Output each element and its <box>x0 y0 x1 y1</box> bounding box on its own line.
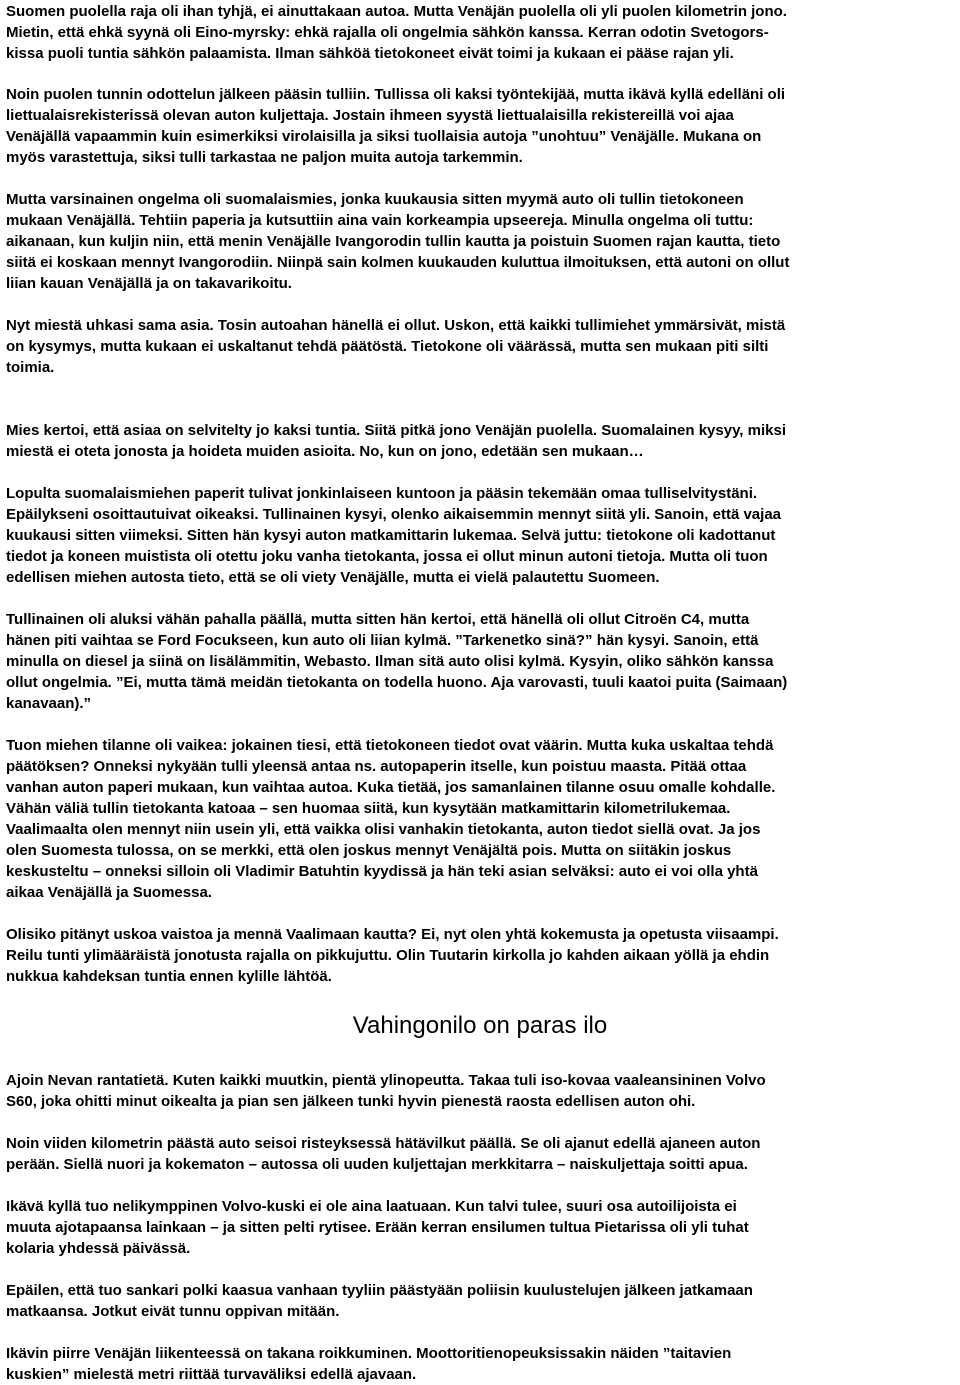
paragraph-11: Noin viiden kilometrin päästä auto seisoi risteyksessä hätävilkut päällä. Se oli ajanut edellä ajaneen auton perään. Siellä nuori ja kokematon – autossa oli uuden kuljettajan merkkitarra – naiskuljettaja soitti apua. <box>6 1135 761 1173</box>
paragraph-8: Tuon miehen tilanne oli vaikea: jokainen tiesi, että tietokoneen tiedot ovat väärin. Mutta kuka uskaltaa tehdä päätöksen? Onneksi nykyään tulli yleensä antaa ns. autopaperin itselle, kun poistuu maasta. Pitää ottaa vanhan auton paperi mukaan, kun vaihtaa autoa. Kuka tietää, jos samanlainen tilanne osuu omalle kohdalle. Vähän väliä tullin tietokanta katoaa – sen huomaa siitä, kun kysytään matkamittarin kilometrilukemaa. Vaalimaalta olen mennyt niin usein yli, että vaikka olisi vanhakin tietokanta, auton tiedot siellä ovat. Ja jos olen Suomesta tulossa, on se merkki, että olen joskus mennyt Venäjältä pois. Mutta on siitäkin joskus keskusteltu – onneksi silloin oli Vladimir Batuhtin kyydissä ja hän teki asian selväksi: auto ei voi olla yhtä aikaa Venäjällä ja Suomessa. <box>6 737 776 901</box>
paragraph-13: Epäilen, että tuo sankari polki kaasua vanhaan tyyliin päästyään poliisin kuulustelujen jälkeen jatkamaan matkaansa. Jotkut eivät tunnu oppivan mitään. <box>6 1282 753 1320</box>
paragraph-12: Ikävä kyllä tuo nelikymppinen Volvo-kuski ei ole aina laatuaan. Kun talvi tulee, suuri osa autoilijoista ei muuta ajotapaansa lainkaan – ja sitten pelti rytisee. Erään kerran ensilumen tultua Pietarissa oli yli tuhat kolaria yhdessä päivässä. <box>6 1198 749 1257</box>
paragraph-2: Noin puolen tunnin odottelun jälkeen pääsin tulliin. Tullissa oli kaksi työntekijää, mutta ikävä kyllä edelläni oli liettualaisrekisterissä olevan auton kuljettaja. Jostain ihmeen syystä liettualaisilla rekistereillä voi ajaa Venäjällä vapaammin kuin esimerkiksi virolaisilla ja siksi tuollaisia autoja ”unohtuu” Venäjälle. Mukana on myös varastettuja, siksi tulli tarkastaa ne paljon muita autoja tarkemmin. <box>6 86 786 166</box>
paragraph-5: Mies kertoi, että asiaa on selvitelty jo kaksi tuntia. Siitä pitkä jono Venäjän puolella. Suomalainen kysyy, miksi miestä ei oteta jonosta ja hoideta muiden asioita. No, kun on jono, edetään sen mukaan… <box>6 422 786 460</box>
section-heading: Vahingonilo on paras ilo <box>352 1012 608 1039</box>
paragraph-10: Ajoin Nevan rantatietä. Kuten kaikki muutkin, pientä ylinopeutta. Takaa tuli iso-kovaa vaaleansininen Volvo S60, joka ohitti minut oikealta ja pian sen jälkeen tunki hyvin pienestä raosta edellisen auton ohi. <box>6 1072 766 1110</box>
paragraph-6: Lopulta suomalaismiehen paperit tulivat jonkinlaiseen kuntoon ja pääsin tekemään omaa tulliselvitystäni. Epäilykseni osoittautuivat oikeaksi. Tullinainen kysyi, olenko aikaisemmin mennyt siitä yli. Sanoin, että vajaa kuukausi sitten viimeksi. Sitten hän kysyi auton matkamittarin lukemaa. Selvä juttu: tietokone oli kadottanut tiedot ja koneen muistista oli otettu joku vanha tietokanta, jossa ei ollut minun autoni tietoja. Mutta oli tuon edellisen miehen autosta tieto, että se oli viety Venäjälle, mutta ei vielä palautettu Suomeen. <box>6 485 781 586</box>
paragraph-1: Suomen puolella raja oli ihan tyhjä, ei ainuttakaan autoa. Mutta Venäjän puolella oli yli puolen kilometrin jono. Mietin, että ehkä syynä oli Eino-myrsky: ehkä rajalla oli ongelmia sähkön kanssa. Kerran odotin Svetogors- kissa puoli tuntia sähkön palaamista. Ilman sähköä tietokoneet eivät toimi ja kukaan ei pääse rajan yli. <box>6 3 787 62</box>
paragraph-4: Nyt miestä uhkasi sama asia. Tosin autoahan hänellä ei ollut. Uskon, että kaikki tullimiehet ymmärsivät, mistä on kysymys, mutta kukaan ei uskaltanut tehdä päätöstä. Tietokone oli väärässä, mutta sen mukaan piti silti toimia. <box>6 317 786 376</box>
paragraph-14: Ikävin piirre Venäjän liikenteessä on takana roikkuminen. Moottoritienopeuksissakin näiden ”taitavien kuskien” mielestä metri riittää turvaväliksi edellä ajavaan. <box>6 1345 732 1383</box>
paragraph-9: Olisiko pitänyt uskoa vaistoa ja mennä Vaalimaan kautta? Ei, nyt olen yhtä kokemusta ja opetusta viisaampi. Reilu tunti ylimääräistä jonotusta rajalla on pikkujuttu. Olin Tuutarin kirkolla jo kahden aikaan yöllä ja ehdin nukkua kahdeksan tuntia ennen kylille lähtöä. <box>6 926 779 985</box>
paragraph-7: Tullinainen oli aluksi vähän pahalla päällä, mutta sitten hän kertoi, että hänellä oli ollut Citroën C4, mutta hänen piti vaihtaa se Ford Focukseen, kun auto oli liian kylmä. ”Tarkenetko sinä?” hän kysyi. Sanoin, että minulla on diesel ja siinä on lisälämmitin, Webasto. Ilman sitä auto olisi kylmä. Kysyin, oliko sähkön kanssa ollut ongelmia. ”Ei, mutta tämä meidän tietokanta on todella huono. Aja varovasti, tuuli kaatoi puita (Saimaan) kanavaan).” <box>6 611 788 712</box>
paragraph-3: Mutta varsinainen ongelma oli suomalaismies, jonka kuukausia sitten myymä auto oli tullin tietokoneen mukaan Venäjällä. Tehtiin paperia ja kutsuttiin aina vain korkeampia upseereja. Minulla ongelma oli tuttu: aikanaan, kun kuljin niin, että menin Venäjälle Ivangorodin tullin kautta ja poistuin Suomen rajan kautta, tieto siitä ei koskaan mennyt Ivangorodiin. Niinpä sain kolmen kuukauden kuluttua ilmoituksen, että autoni on ollut liian kauan Venäjällä ja on takavarikoitu. <box>6 191 790 292</box>
